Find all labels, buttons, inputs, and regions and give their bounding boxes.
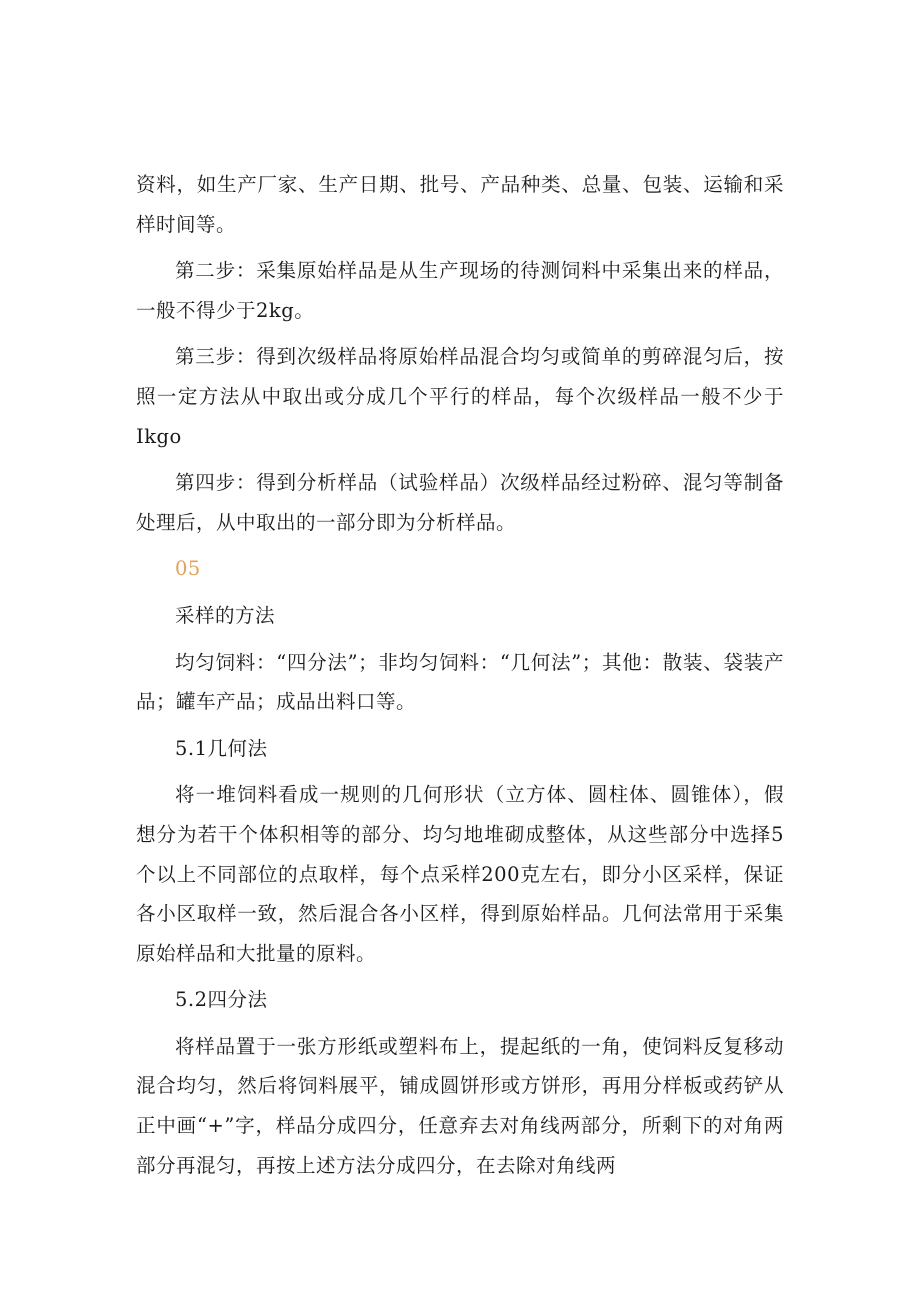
paragraph-step-three: 第三步：得到次级样品将原始样品混合均匀或简单的剪碎混匀后，按照一定方法从中取出或分成几个平行的样品，每个次级样品一般不少于Ikgo: [136, 345, 784, 448]
paragraph-continued: 资料，如生产厂家、生产日期、批号、产品种类、总量、包装、运输和采样时间等。: [136, 173, 784, 236]
subheading-geometric-method: 5.1几何法: [175, 736, 268, 760]
document-page: [136, 165, 784, 1192]
section-number: 05: [175, 557, 201, 581]
subheading-quartering-method: 5.2四分法: [175, 988, 268, 1012]
paragraph-geometric-method: 将一堆饲料看成一规则的几何形状（立方体、圆柱体、圆锥体），假想分为若干个体积相等的部分、均匀地堆砌成整体，从这些部分中选择5个以上不同部位的点取样，每个点采样200克左右，即分小区采样，保证各小区取样一致，然后混合各小区样，得到原始样品。几何法常用于采集原始样品和大批量的原料。: [136, 783, 784, 965]
paragraph-quartering-method: 将样品置于一张方形纸或塑料布上，提起纸的一角，使饲料反复移动混合均匀，然后将饲料展平，铺成圆饼形或方饼形，再用分样板或药铲从正中画“+”字，样品分成四分，任意弃去对角线两部分，所剩下的对角两部分再混匀，再按上述方法分成四分，在去除对角线两: [136, 1034, 784, 1177]
paragraph-step-two: 第二步：采集原始样品是从生产现场的待测饲料中采集出来的样品，一般不得少于2kg。: [136, 259, 784, 322]
paragraph-methods: 均匀饲料：“四分法”；非均匀饲料：“几何法”；其他：散装、袋装产品；罐车产品；成品出料口等。: [136, 650, 784, 714]
section-title: 采样的方法: [175, 603, 276, 627]
paragraph-step-four: 第四步：得到分析样品（试验样品）次级样品经过粉碎、混匀等制备处理后，从中取出的一部分即为分析样品。: [136, 471, 784, 534]
